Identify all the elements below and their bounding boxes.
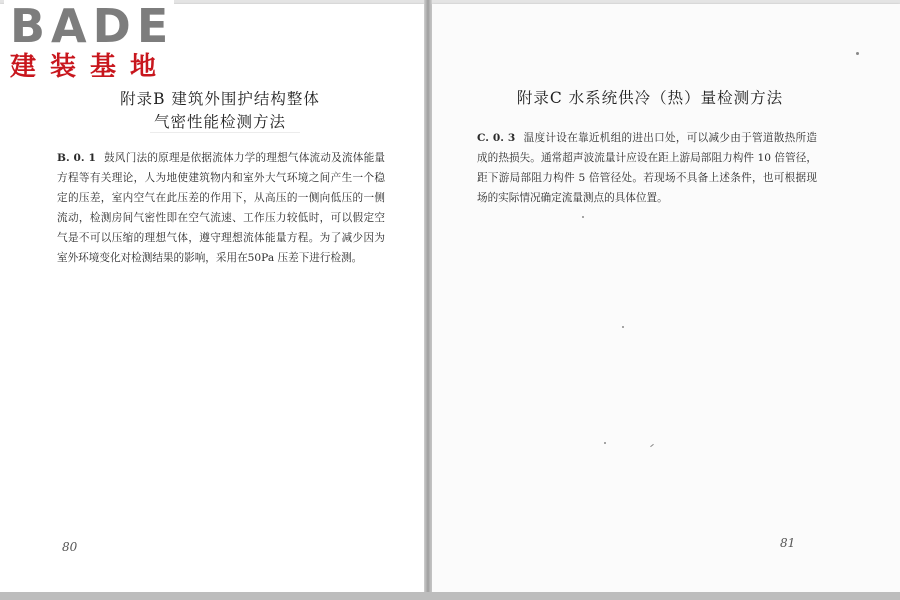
scan-speck	[856, 52, 859, 55]
clause-b-0-1-number: B. 0. 1	[57, 152, 96, 164]
scan-bottom-edge	[0, 592, 900, 600]
logo-latin-text: BADE	[10, 0, 175, 53]
clause-c-0-3-text: 温度计设在靠近机组的进出口处，可以减少由于管道散热所造成的热损失。通常超声波流量计应设在距上游局部阻力构件 10 倍管径，距下游局部阻力构件 5 倍管径处。若现场不具备上述条件，也可根据现场的实际情况确定流量测点的具体位置。	[477, 132, 817, 204]
clause-c-0-3	[477, 128, 817, 208]
scan-speck	[604, 442, 606, 444]
page-number-left: 80	[62, 540, 78, 554]
left-page	[0, 4, 425, 592]
scan-speck	[622, 326, 624, 328]
appendix-c-title: 附录C 水系统供冷（热）量检测方法	[516, 89, 784, 107]
clause-b-0-1-text: 鼓风门法的原理是依据流体力学的理想气体流动及流体能量方程等有关理论，人为地使建筑物内和室外大气环境之间产生一个稳定的压差，室内空气在此压差的作用下，从高压的一侧向低压的一侧流动，检测房间气密性即在空气流速、工作压力较低时，可以假定空气是不可以压缩的理想气体，遵守理想流体能量方程。为了减少因为室外环境变化对检测结果的影响，采用在50Pa 压差下进行检测。	[57, 152, 385, 264]
clause-c-0-3-number: C. 0. 3	[477, 132, 516, 144]
clause-b-0-1	[57, 148, 385, 268]
bleed-through-line	[150, 132, 300, 133]
appendix-b-title-line2: 气密性能检测方法	[153, 113, 286, 131]
appendix-b-title	[40, 88, 400, 134]
scan-speck	[650, 444, 654, 447]
logo-chinese-text: 建装基地	[10, 52, 171, 82]
book-gutter	[424, 0, 432, 600]
page-number-right: 81	[780, 536, 796, 550]
watermark-logo	[4, 0, 174, 86]
appendix-b-title-line1: 附录B 建筑外围护结构整体	[120, 90, 320, 108]
scan-speck	[582, 216, 584, 218]
